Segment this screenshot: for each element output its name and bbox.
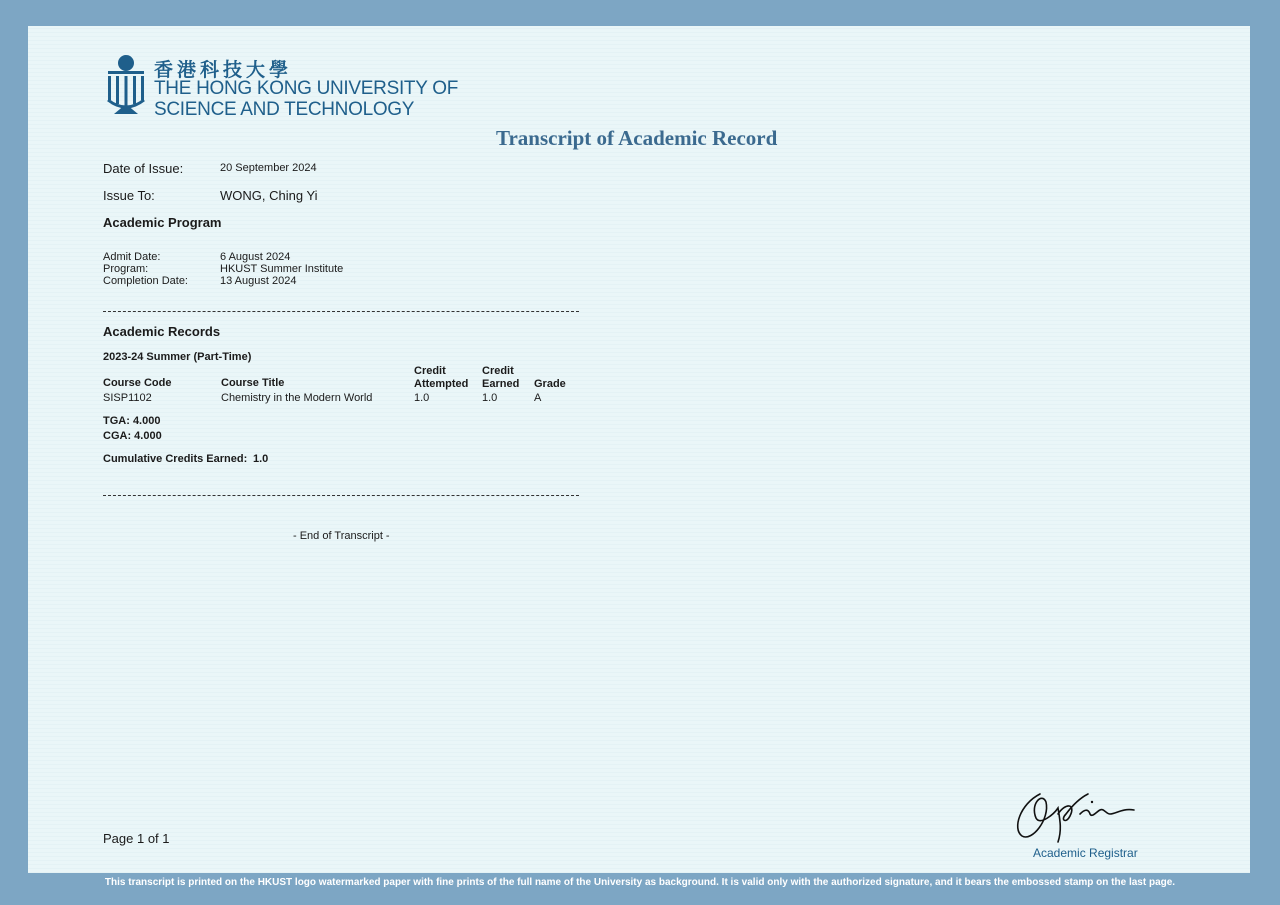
admit-date-value: 6 August 2024 [220,251,291,263]
hkust-logo-icon [104,54,148,118]
col-credit-earned-line2: Earned [482,378,520,390]
completion-date-label: Completion Date: [103,275,188,287]
program-value: HKUST Summer Institute [220,263,344,275]
cga-value: CGA: 4.000 [103,430,162,442]
academic-registrar-label: Academic Registrar [1033,846,1138,860]
footer-notice: This transcript is printed on the HKUST logo watermarked paper with fine prints of the full name of the University as background. It is valid only with the authorized signature, and it bears the embossed stamp on the last page. [104,877,1176,888]
cumulative-credits-value: 1.0 [253,453,269,465]
cumulative-credits-label: Cumulative Credits Earned: [103,453,248,465]
row-grade: A [534,392,542,404]
col-credit-earned-line1: Credit [482,365,514,377]
document-title: Transcript of Academic Record [496,126,778,150]
completion-date-value: 13 August 2024 [220,275,297,287]
row-course-title: Chemistry in the Modern World [221,392,373,404]
academic-program-heading: Academic Program [103,215,222,230]
section-divider [103,311,579,312]
date-of-issue-value: 20 September 2024 [220,162,317,174]
program-label: Program: [103,263,149,275]
academic-records-heading: Academic Records [103,324,221,339]
logo-english-line-1: THE HONG KONG UNIVERSITY OF [154,78,459,99]
row-credit-attempted: 1.0 [414,392,430,404]
admit-date-label: Admit Date: [103,251,161,263]
registrar-signature [1010,784,1140,844]
term-heading: 2023-24 Summer (Part-Time) [103,351,252,363]
col-credit-attempted-line1: Credit [414,365,446,377]
row-credit-earned: 1.0 [482,392,498,404]
col-credit-attempted-line2: Attempted [414,378,469,390]
col-course-code: Course Code [103,377,172,389]
logo-chinese-name: 香港科技大學 [154,59,293,81]
issue-to-value: WONG, Ching Yi [220,188,318,203]
col-course-title: Course Title [221,377,285,389]
date-of-issue-label: Date of Issue: [103,161,184,176]
page-number: Page 1 of 1 [103,831,170,846]
row-course-code: SISP1102 [103,392,152,404]
end-of-transcript: - End of Transcript - [293,530,390,542]
tga-value: TGA: 4.000 [103,415,161,427]
issue-to-label: Issue To: [103,188,155,203]
logo-english-line-2: SCIENCE AND TECHNOLOGY [154,99,415,120]
transcript-sheet [28,26,1250,873]
col-grade: Grade [534,378,566,390]
section-divider [103,495,579,496]
